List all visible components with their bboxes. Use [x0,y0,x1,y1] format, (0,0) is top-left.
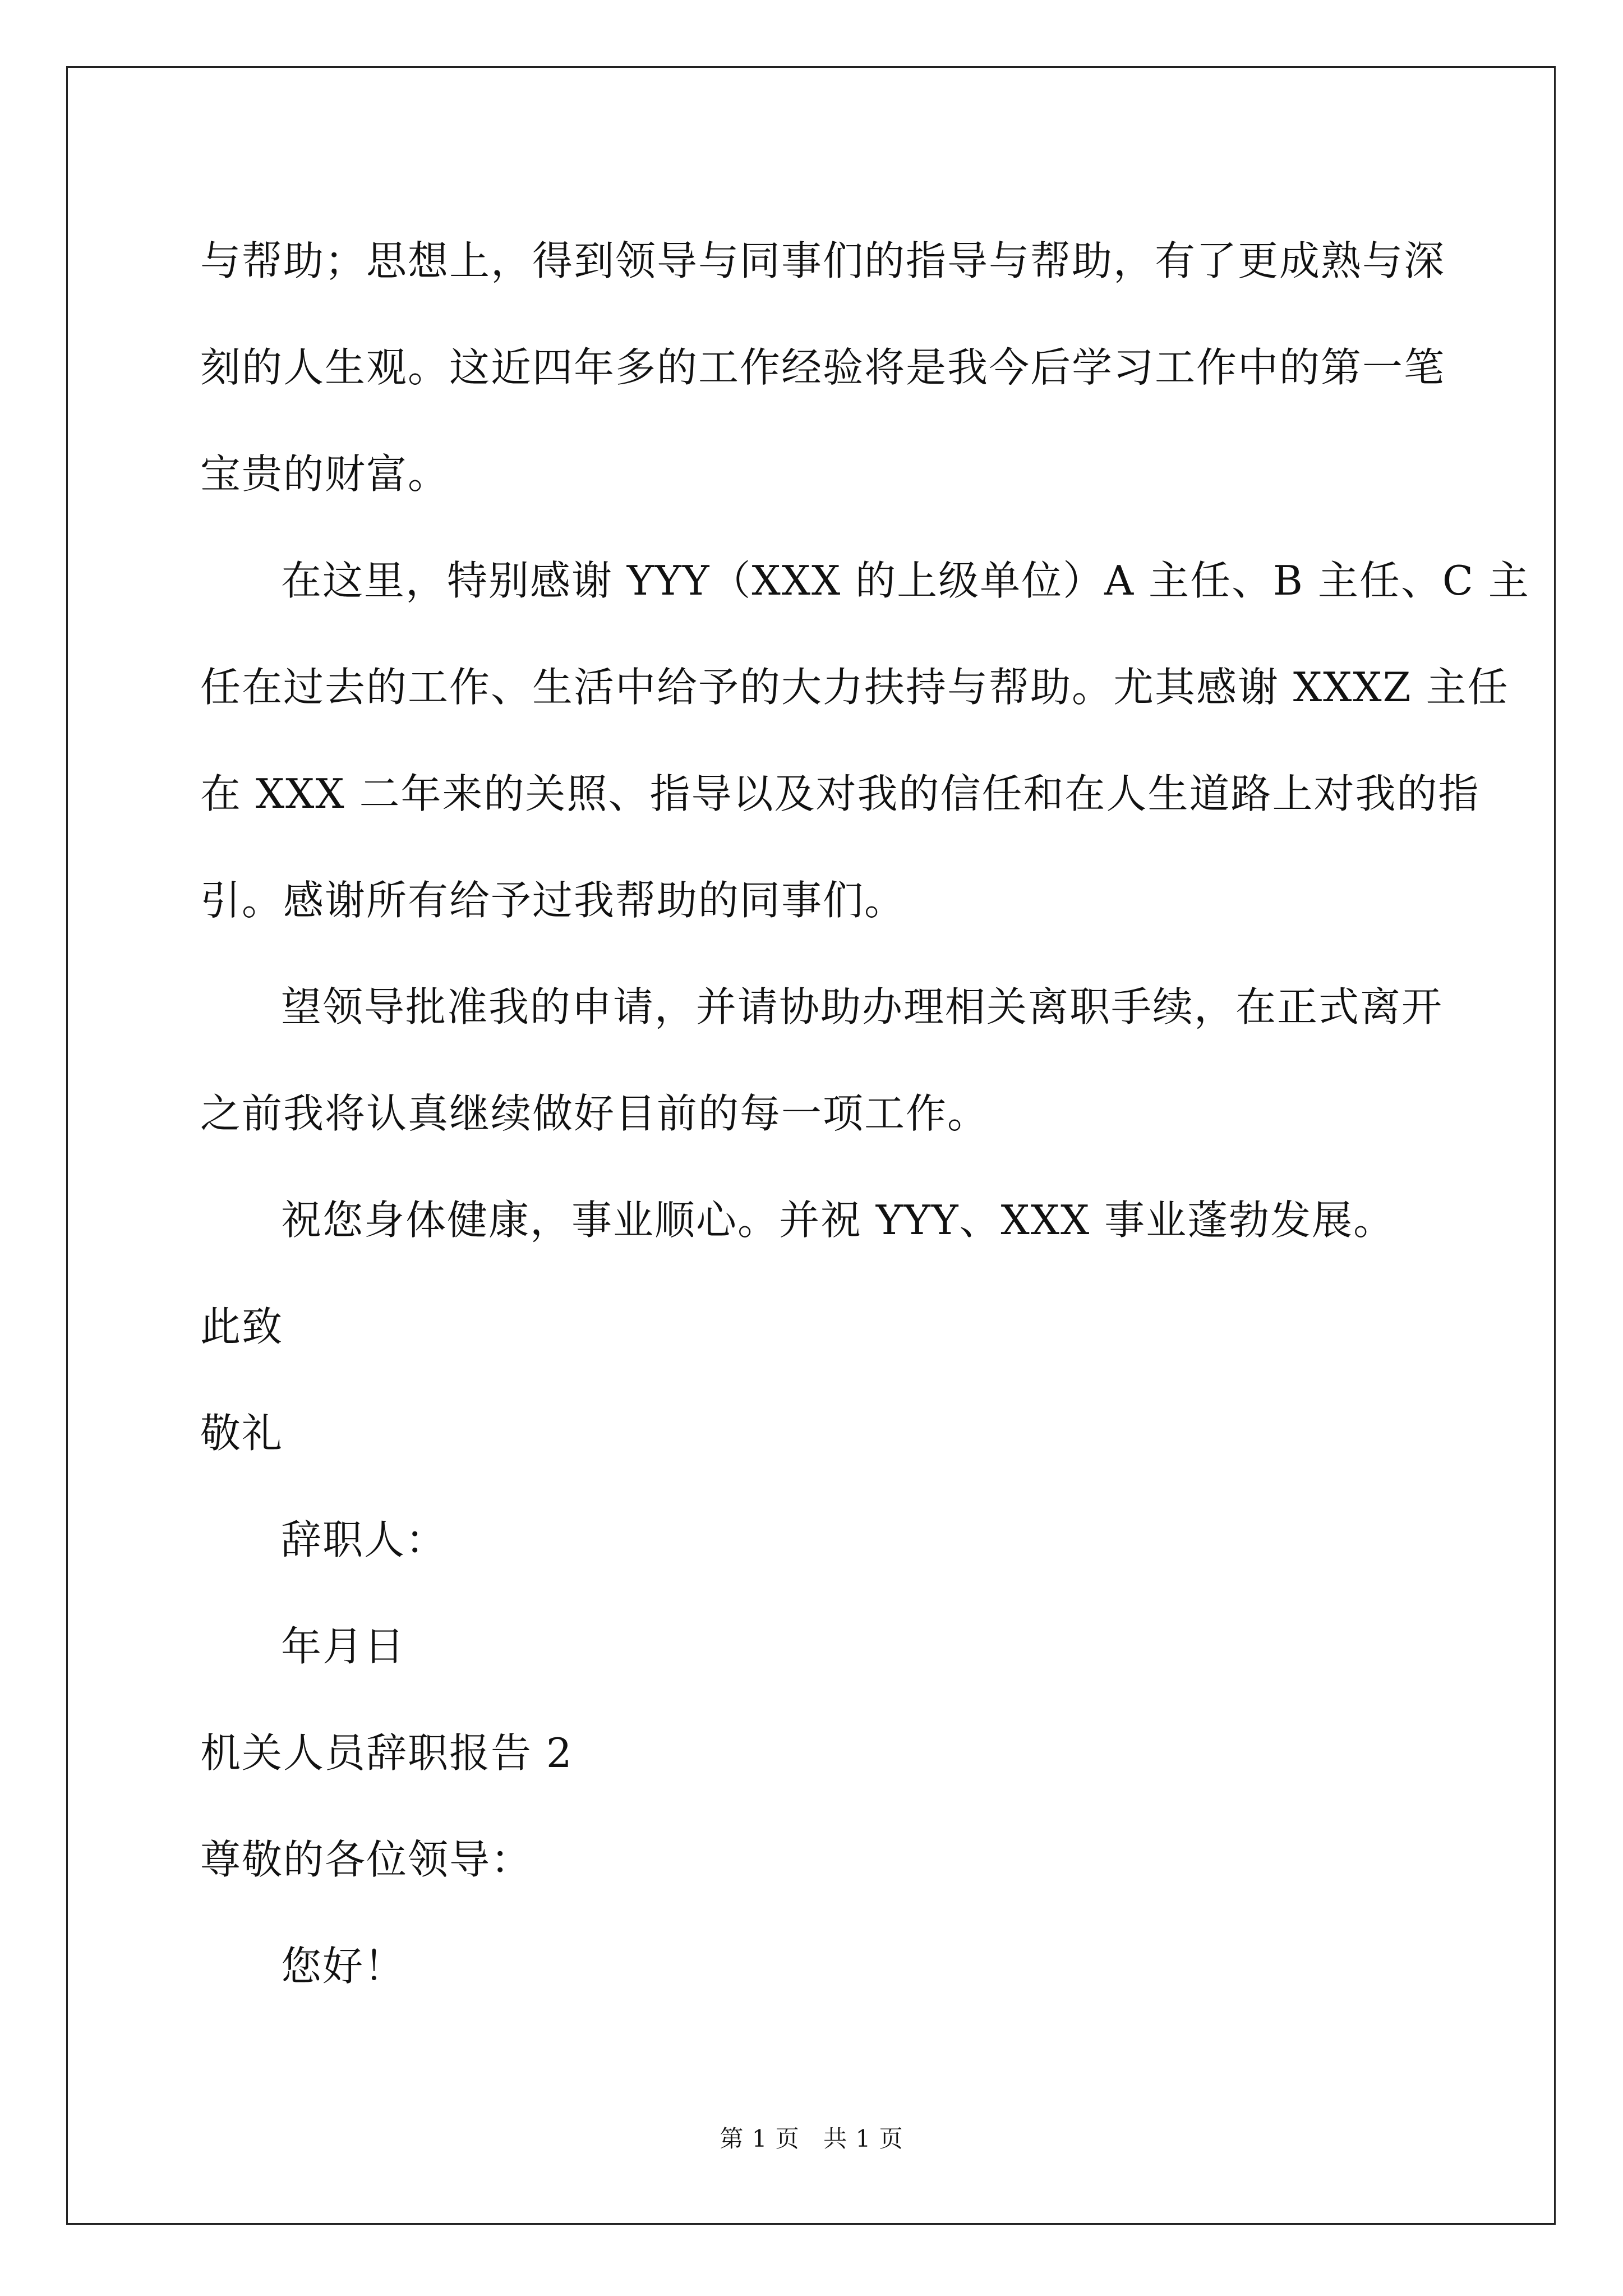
section-title: 机关人员辞职报告 2 [200,1729,573,1777]
salutation: 尊敬的各位领导： [200,1836,533,1883]
page-footer [0,2120,1623,2154]
date-line: 年月日 [281,1623,406,1670]
text-line: 之前我将认真继续做好目前的每一项工作。 [200,1090,989,1137]
text-line: 宝贵的财富。 [200,450,450,498]
text-line: 刻的人生观。这近四年多的工作经验将是我今后学习工作中的第一笔 [200,344,1446,391]
signature-line: 辞职人： [281,1516,448,1563]
page-number: 第 1 页 [720,2125,800,2152]
closing-line: 敬礼 [200,1410,284,1457]
text-line: 望领导批准我的申请，并请协助办理相关离职手续，在正式离开 [281,983,1444,1030]
text-line: 在 XXX 二年来的关照、指导以及对我的信任和在人生道路上对我的指 [200,770,1480,817]
text-line: 祝您身体健康，事业顺心。并祝 YYY、XXX 事业蓬勃发展。 [281,1197,1395,1244]
text-line: 引。感谢所有给予过我帮助的同事们。 [200,877,906,924]
text-line: 在这里，特别感谢 YYY（XXX 的上级单位）A 主任、B 主任、C 主 [281,557,1530,604]
text-line: 任在过去的工作、生活中给予的大力扶持与帮助。尤其感谢 XXXZ 主任 [200,664,1509,711]
closing-line: 此致 [200,1303,284,1350]
page-total: 共 1 页 [823,2125,903,2152]
text-line: 与帮助；思想上，得到领导与同事们的指导与帮助，有了更成熟与深 [200,237,1446,284]
greeting: 您好！ [281,1943,406,1990]
document-body [200,208,1530,2019]
